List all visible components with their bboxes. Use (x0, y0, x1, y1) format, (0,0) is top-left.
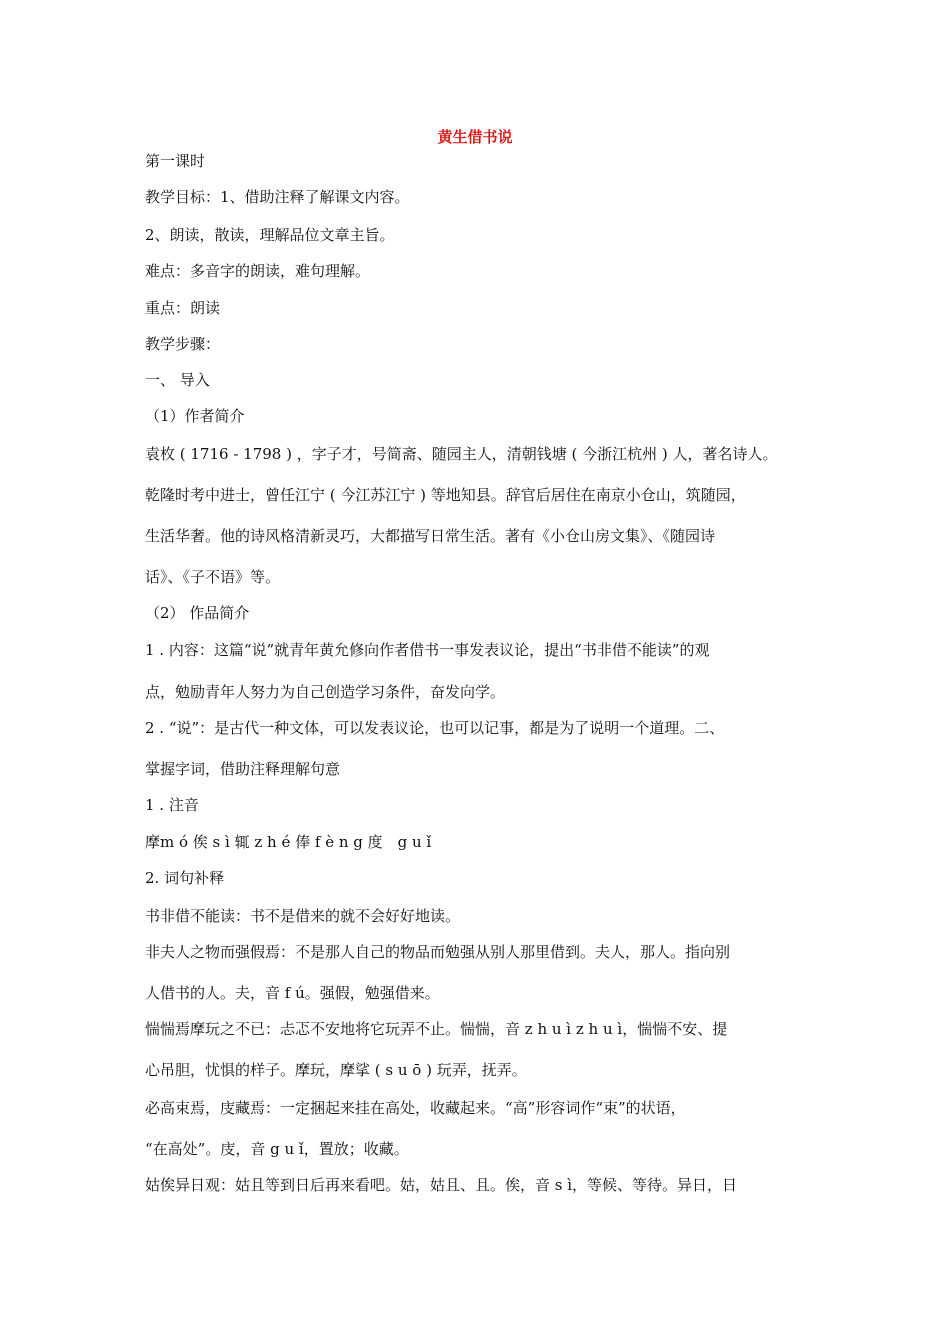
text-line: 点，勉励青年人努力为自己创造学习条件，奋发向学。 (145, 683, 506, 701)
document-title: 黄生借书说 (437, 128, 513, 146)
text-line: 人借书的人。夫，音 f ú。强假，勉强借来。 (145, 984, 440, 1002)
text-line: （2） 作品简介 (145, 604, 250, 622)
text-line: 乾隆时考中进士，曾任江宁 ( 今江苏江宁 ) 等地知县。辞官后居住在南京小仓山，筑随园， (145, 486, 746, 504)
text-line: 1 . 注音 (145, 796, 199, 814)
text-line: 教学步骤： (145, 335, 221, 353)
text-line: 重点：朗读 (145, 299, 221, 317)
text-line: 1 . 内容：这篇“说”就青年黄允修向作者借书一事发表议论，提出“书非借不能读”的观 (145, 641, 710, 659)
text-line: “在高处”。庋，音 g u ǐ，置放；收藏。 (145, 1140, 409, 1158)
text-line: 第一课时 (145, 152, 206, 170)
text-line: 生活华奢。他的诗风格清新灵巧，大都描写日常生活。著有《小仓山房文集》、《随园诗 (145, 527, 716, 545)
text-line: 掌握字词，借助注释理解句意 (145, 760, 341, 778)
text-line: 袁枚 ( 1716 - 1798 ) ，字子才，号简斋、随园主人，清朝钱塘 ( 今浙江杭州 ) 人，著名诗人。 (145, 445, 778, 463)
text-line: 书非借不能读：书不是借来的就不会好好地读。 (145, 907, 461, 925)
text-line: 摩m ó 俟 s ì 辄 z h é 俸 f è n g 度 g u ǐ (145, 833, 432, 851)
text-line: 2、朗读，散读，理解品位文章主旨。 (145, 226, 395, 244)
text-line: 惴惴焉摩玩之不已：忐忑不安地将它玩弄不止。惴惴，音 z h u ì z h u ì，惴惴不安、提 (145, 1020, 728, 1038)
text-line: 难点：多音字的朗读，难句理解。 (145, 262, 371, 280)
section-heading: 一、 导入 (145, 371, 210, 389)
text-line: 2. 词句补释 (145, 869, 225, 887)
text-line: 教学目标：1、借助注释了解课文内容。 (145, 188, 410, 206)
text-line: 话》、《子不语》等。 (145, 568, 281, 586)
text-line: 非夫人之物而强假焉：不是那人自己的物品而勉强从别人那里借到。夫人，那人。指向别 (145, 943, 731, 961)
text-line: 必高束焉，庋藏焉：一定捆起来挂在高处，收藏起来。“高”形容词作“束”的状语， (145, 1099, 686, 1117)
text-line: （1）作者简介 (145, 407, 245, 425)
text-line: 心吊胆，忧惧的样子。摩玩，摩挲 ( s u ō ) 玩弄，抚弄。 (145, 1061, 527, 1079)
text-line: 姑俟异日观：姑且等到日后再来看吧。姑，姑且、且。俟，音 s ì，等候、等待。异日，日 (145, 1176, 738, 1194)
text-line: 2 . “说”：是古代一种文体，可以发表议论，也可以记事，都是为了说明一个道理。二、 (145, 719, 725, 737)
